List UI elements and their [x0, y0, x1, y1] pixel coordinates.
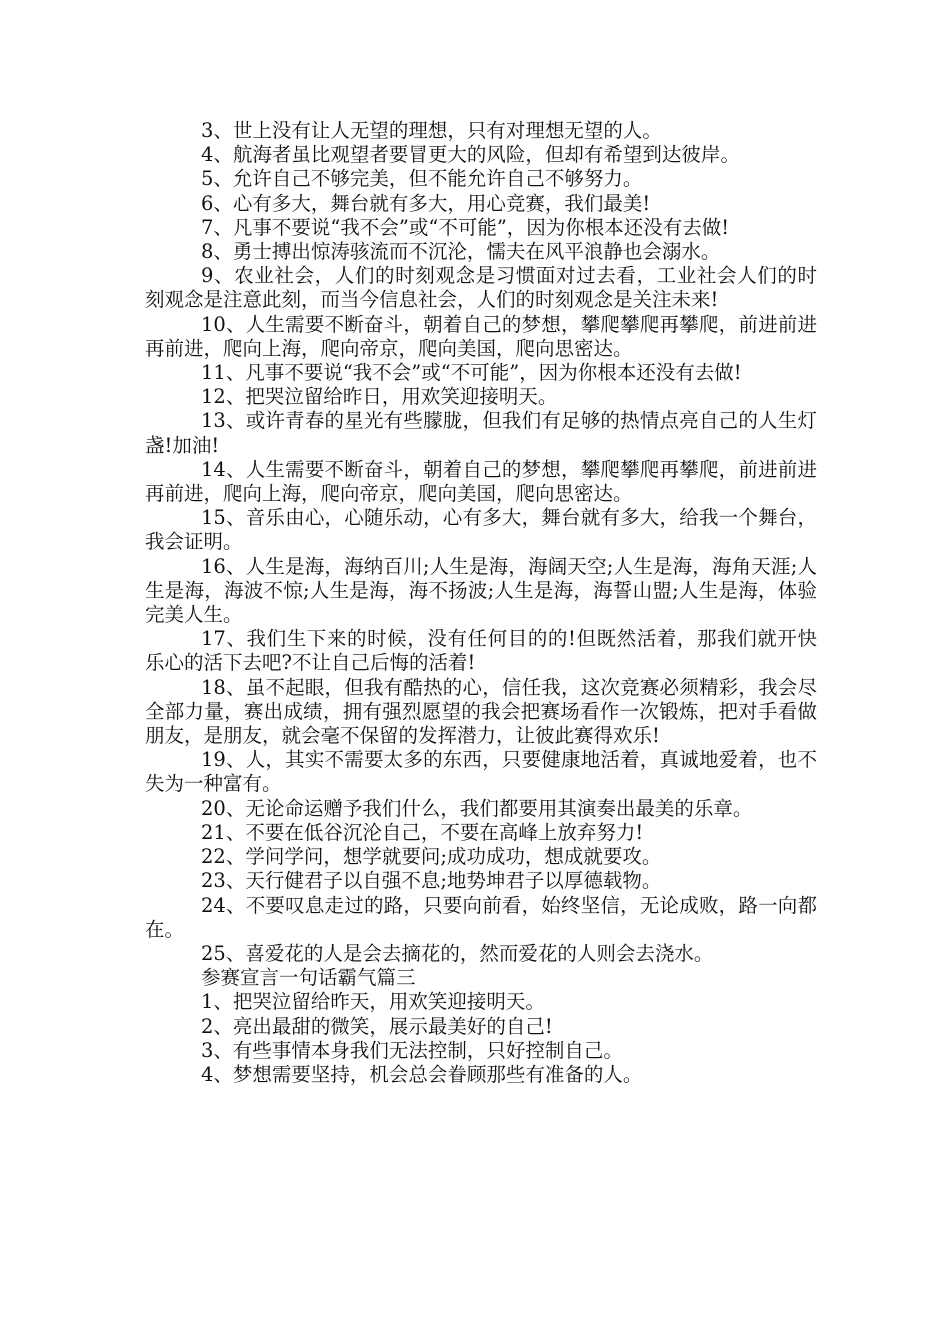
paragraph-quote-5: 5、允许自己不够完美，但不能允许自己不够努力。	[201, 167, 643, 191]
paragraph-quote-23: 23、天行健君子以自强不息;地势坤君子以厚德载物。	[201, 869, 662, 893]
paragraph-quote-25: 25、喜爱花的人是会去摘花的，然而爱花的人则会去浇水。	[201, 941, 714, 965]
paragraph-quote-3: 3、世上没有让人无望的理想，只有对理想无望的人。	[201, 119, 662, 142]
paragraph-section3-quote-2: 2、亮出最甜的微笑，展示最美好的自己!	[201, 1014, 553, 1038]
paragraph-quote-16: 16、人生是海，海纳百川;人生是海，海阔天空;人生是海，海角天涯;人生是海，海波不惊;人生是海，海不扬波;人生是海，海誓山盟;人生是海，体验完美人生。	[145, 554, 817, 627]
paragraph-quote-17: 17、我们生下来的时候，没有任何目的的!但既然活着，那我们就开快乐心的活下去吧?不让自己后悔的活着!	[145, 627, 817, 675]
document-body	[145, 119, 817, 1087]
paragraph-quote-19: 19、人，其实不需要太多的东西，只要健康地活着，真诚地爱着，也不失为一种富有。	[145, 748, 817, 796]
section-heading: 参赛宣言一句话霸气篇三	[201, 966, 416, 990]
paragraph-quote-12: 12、把哭泣留给昨日，用欢笑迎接明天。	[201, 385, 558, 409]
paragraph-section3-quote-4: 4、梦想需要坚持，机会总会眷顾那些有准备的人。	[201, 1062, 643, 1086]
paragraph-quote-8: 8、勇士搏出惊涛骇流而不沉沦，懦夫在风平浪静也会溺水。	[201, 240, 721, 264]
paragraph-quote-4: 4、航海者虽比观望者要冒更大的风险，但却有希望到达彼岸。	[201, 143, 740, 167]
paragraph-quote-22: 22、学问学问，想学就要问;成功成功，想成就要攻。	[201, 845, 662, 869]
paragraph-quote-9: 9、农业社会，人们的时刻观念是习惯面对过去看，工业社会人们的时刻观念是注意此刻，而当今信息社会，人们的时刻观念是关注未来!	[145, 264, 817, 312]
paragraph-quote-10: 10、人生需要不断奋斗，朝着自己的梦想，攀爬攀爬再攀爬，前进前进再前进，爬向上海，爬向帝京，爬向美国，爬向思密达。	[145, 312, 817, 360]
paragraph-quote-13: 13、或许青春的星光有些朦胧，但我们有足够的热情点亮自己的人生灯盏!加油!	[145, 409, 817, 457]
paragraph-quote-14: 14、人生需要不断奋斗，朝着自己的梦想，攀爬攀爬再攀爬，前进前进再前进，爬向上海，爬向帝京，爬向美国，爬向思密达。	[145, 457, 817, 506]
paragraph-quote-15: 15、音乐由心，心随乐动，心有多大，舞台就有多大，给我一个舞台，我会证明。	[145, 506, 817, 554]
paragraph-quote-11: 11、凡事不要说“我不会”或“不可能”，因为你根本还没有去做!	[201, 361, 742, 385]
paragraph-quote-21: 21、不要在低谷沉沦自己，不要在高峰上放弃努力!	[201, 820, 644, 844]
paragraph-quote-20: 20、无论命运赠予我们什么，我们都要用其演奏出最美的乐章。	[201, 796, 753, 820]
paragraph-quote-18: 18、虽不起眼，但我有酷热的心，信任我，这次竞赛必须精彩，我会尽全部力量，赛出成绩，拥有强烈愿望的我会把赛场看作一次锻炼，把对手看做朋友，是朋友，就会毫不保留的发挥潜力，让彼此赛得欢乐!	[145, 675, 817, 748]
paragraph-section3-quote-1: 1、把哭泣留给昨天，用欢笑迎接明天。	[201, 990, 545, 1014]
paragraph-quote-6: 6、心有多大，舞台就有多大，用心竞赛，我们最美!	[201, 191, 651, 215]
paragraph-quote-7: 7、凡事不要说“我不会”或“不可能”，因为你根本还没有去做!	[201, 215, 730, 239]
paragraph-quote-24: 24、不要叹息走过的路，只要向前看，始终坚信，无论成败，路一向都在。	[145, 893, 817, 941]
paragraph-section3-quote-3: 3、有些事情本身我们无法控制，只好控制自己。	[201, 1038, 623, 1062]
